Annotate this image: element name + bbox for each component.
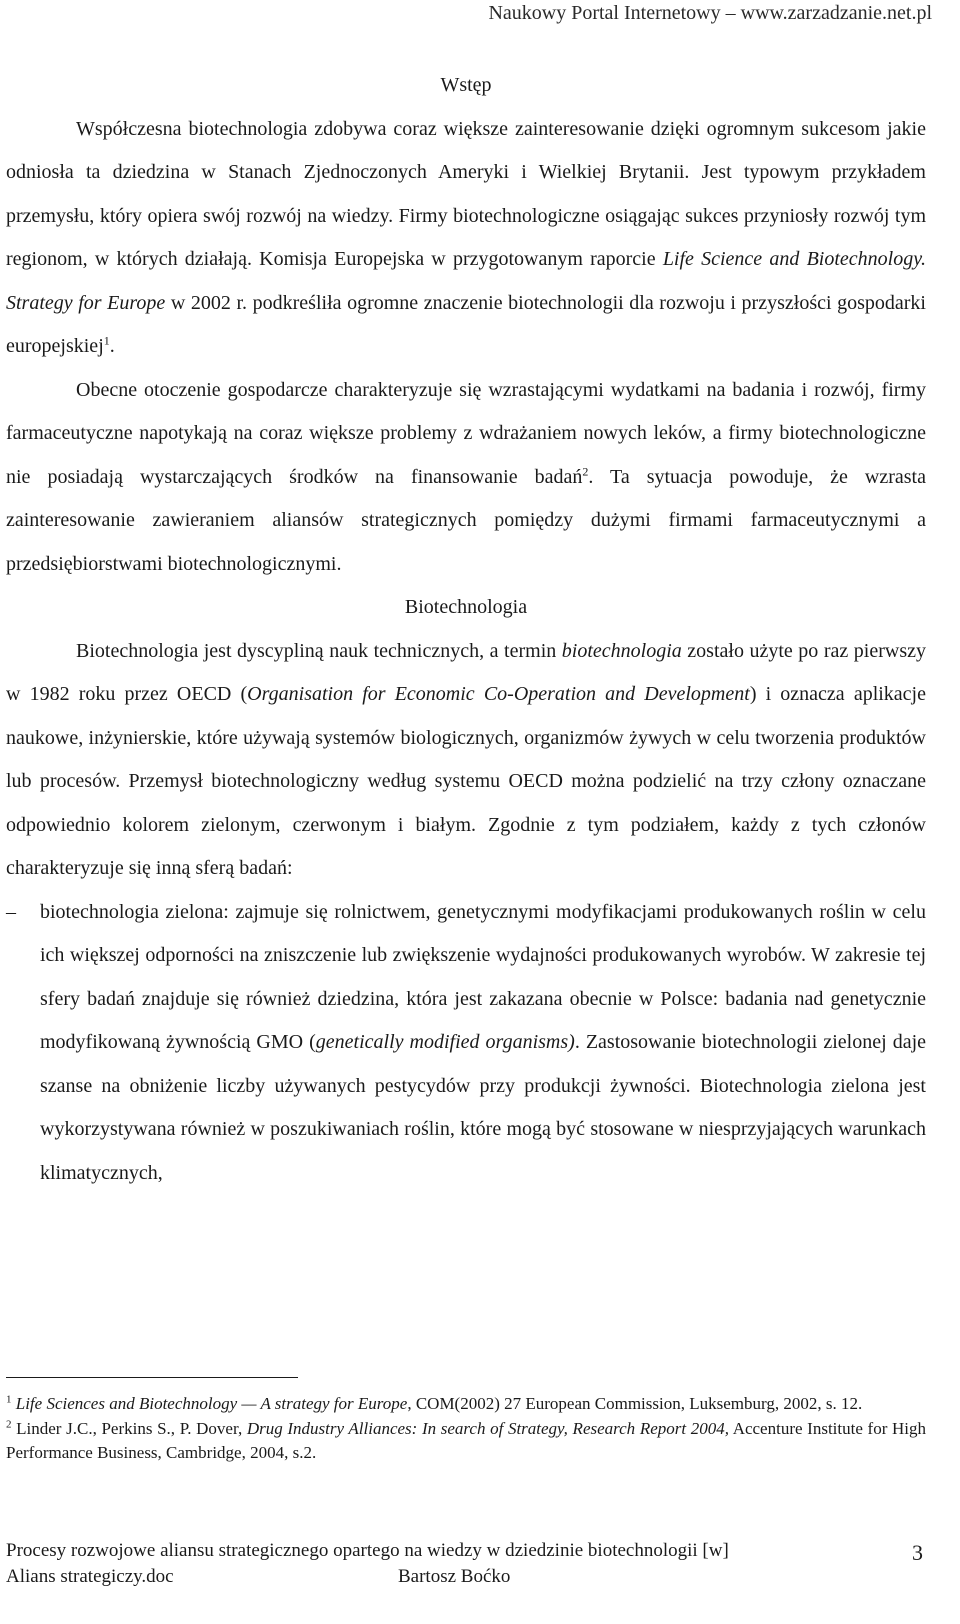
footer-filename: Alians strategiczy.doc [6,1566,174,1587]
paragraph-intro-2: Obecne otoczenie gospodarcze charakteryzuje się wzrastającymi wydatkami na badania i rozwój, firmy farmaceutyczne napotykają na coraz większe problemy z wdrażaniem nowych leków, a firmy biotechnologiczne nie posiadają wystarczających środków na finansowanie badań$^2$. Ta sytuacja powoduje, że wzrasta zainteresowanie zawieraniem aliansów strategicznych pomiędzy dużymi firmami farmaceutycznymi a przedsiębiorstwami biotechnologicznymi. [6,378,926,575]
footnote-ref-1[interactable]: 1 [103,333,110,348]
paragraph-biotech-1: Biotechnologia jest dyscypliną nauk technicznych, a termin biotechnologia zostało użyte po raz pierwszy w 1982 roku przez OECD (Organisation for Economic Co-Operation and Development) i oznacza aplikacje naukowe, inżynierskie, które używają systemów biologicznych, organizmów żywych w celu tworzenia produktów lub procesów. Przemysł biotechnologiczny według systemu OECD można podzielić na trzy człony oznaczane odpowiednio kolorem zielonym, czerwonym i białym. Zgodnie z tym podziałem, każdy z tych członów charakteryzuje się inną sferą badań: [6,639,926,879]
section-title-wstep: Wstęp [440,74,492,96]
footer-title: Procesy rozwojowe aliansu strategicznego opartego na wiedzy w dziedzinie biotechnologii [w] [6,1540,729,1561]
section-title-biotechnologia: Biotechnologia [404,596,528,618]
footer-author: Bartosz Boćko [398,1566,511,1587]
footnotes [6,1392,926,1466]
site-header: Naukowy Portal Internetowy – www.zarzadzanie.net.pl [488,2,932,24]
footnote-1: $^1$ Life Sciences and Biotechnology — A strategy for Europe, COM(2002) 27 European Commission, Luksemburg, 2002, s. 12. [6,1393,863,1413]
page-number: 3 [912,1540,923,1565]
footnote-ref-2[interactable]: 2 [582,463,589,478]
list-dash: – [6,900,16,923]
footnote-2: $^2$ Linder J.C., Perkins S., P. Dover, Drug Industry Alliances: In search of Strategy, Research Report 2004, Accenture Institute for High Performance Business, Cambridge, 2004, s.2. [6,1418,926,1462]
paragraph-intro-1: Współczesna biotechnologia zdobywa coraz większe zainteresowanie dzięki ogromnym sukcesom jakie odniosła ta dziedzina w Stanach Zjednoczonych Ameryki i Wielkiej Brytanii. Jest typowym przykładem przemysłu, który opiera swój rozwój na wiedzy. Firmy biotechnologiczne osiągając sukces przyniosły rozwój tym regionom, w których działają. Komisja Europejska w przygotowanym raporcie Life Science and Biotechnology. Strategy for Europe w 2002 r. podkreśliła ogromne znaczenie biotechnologii dla rozwoju i przyszłości gospodarki europejskiej$^1$. [6,117,926,357]
footnote-separator [6,1377,298,1378]
list-item-green-biotech: – biotechnologia zielona: zajmuje się rolnictwem, genetycznymi modyfikacjami produkowanych roślin w celu ich większej odporności na zniszczenie lub zwiększenie wydajności produkowanych wyrobów. W zakresie tej sfery badań znajduje się również dziedzina, która jest zakazana obecnie w Polsce: badania nad genetycznie modyfikowaną żywnością GMO (genetically modified organisms). Zastosowanie biotechnologii zielonej daje szanse na obniżenie liczby używanych pestycydów przy produkcji żywności. Biotechnologia zielona jest wykorzystywana również w poszukiwaniach roślin, które mogą być stosowane w niesprzyjających warunkach klimatycznych, [6,891,926,1196]
document-body [6,64,926,1195]
footer [6,1538,729,1590]
